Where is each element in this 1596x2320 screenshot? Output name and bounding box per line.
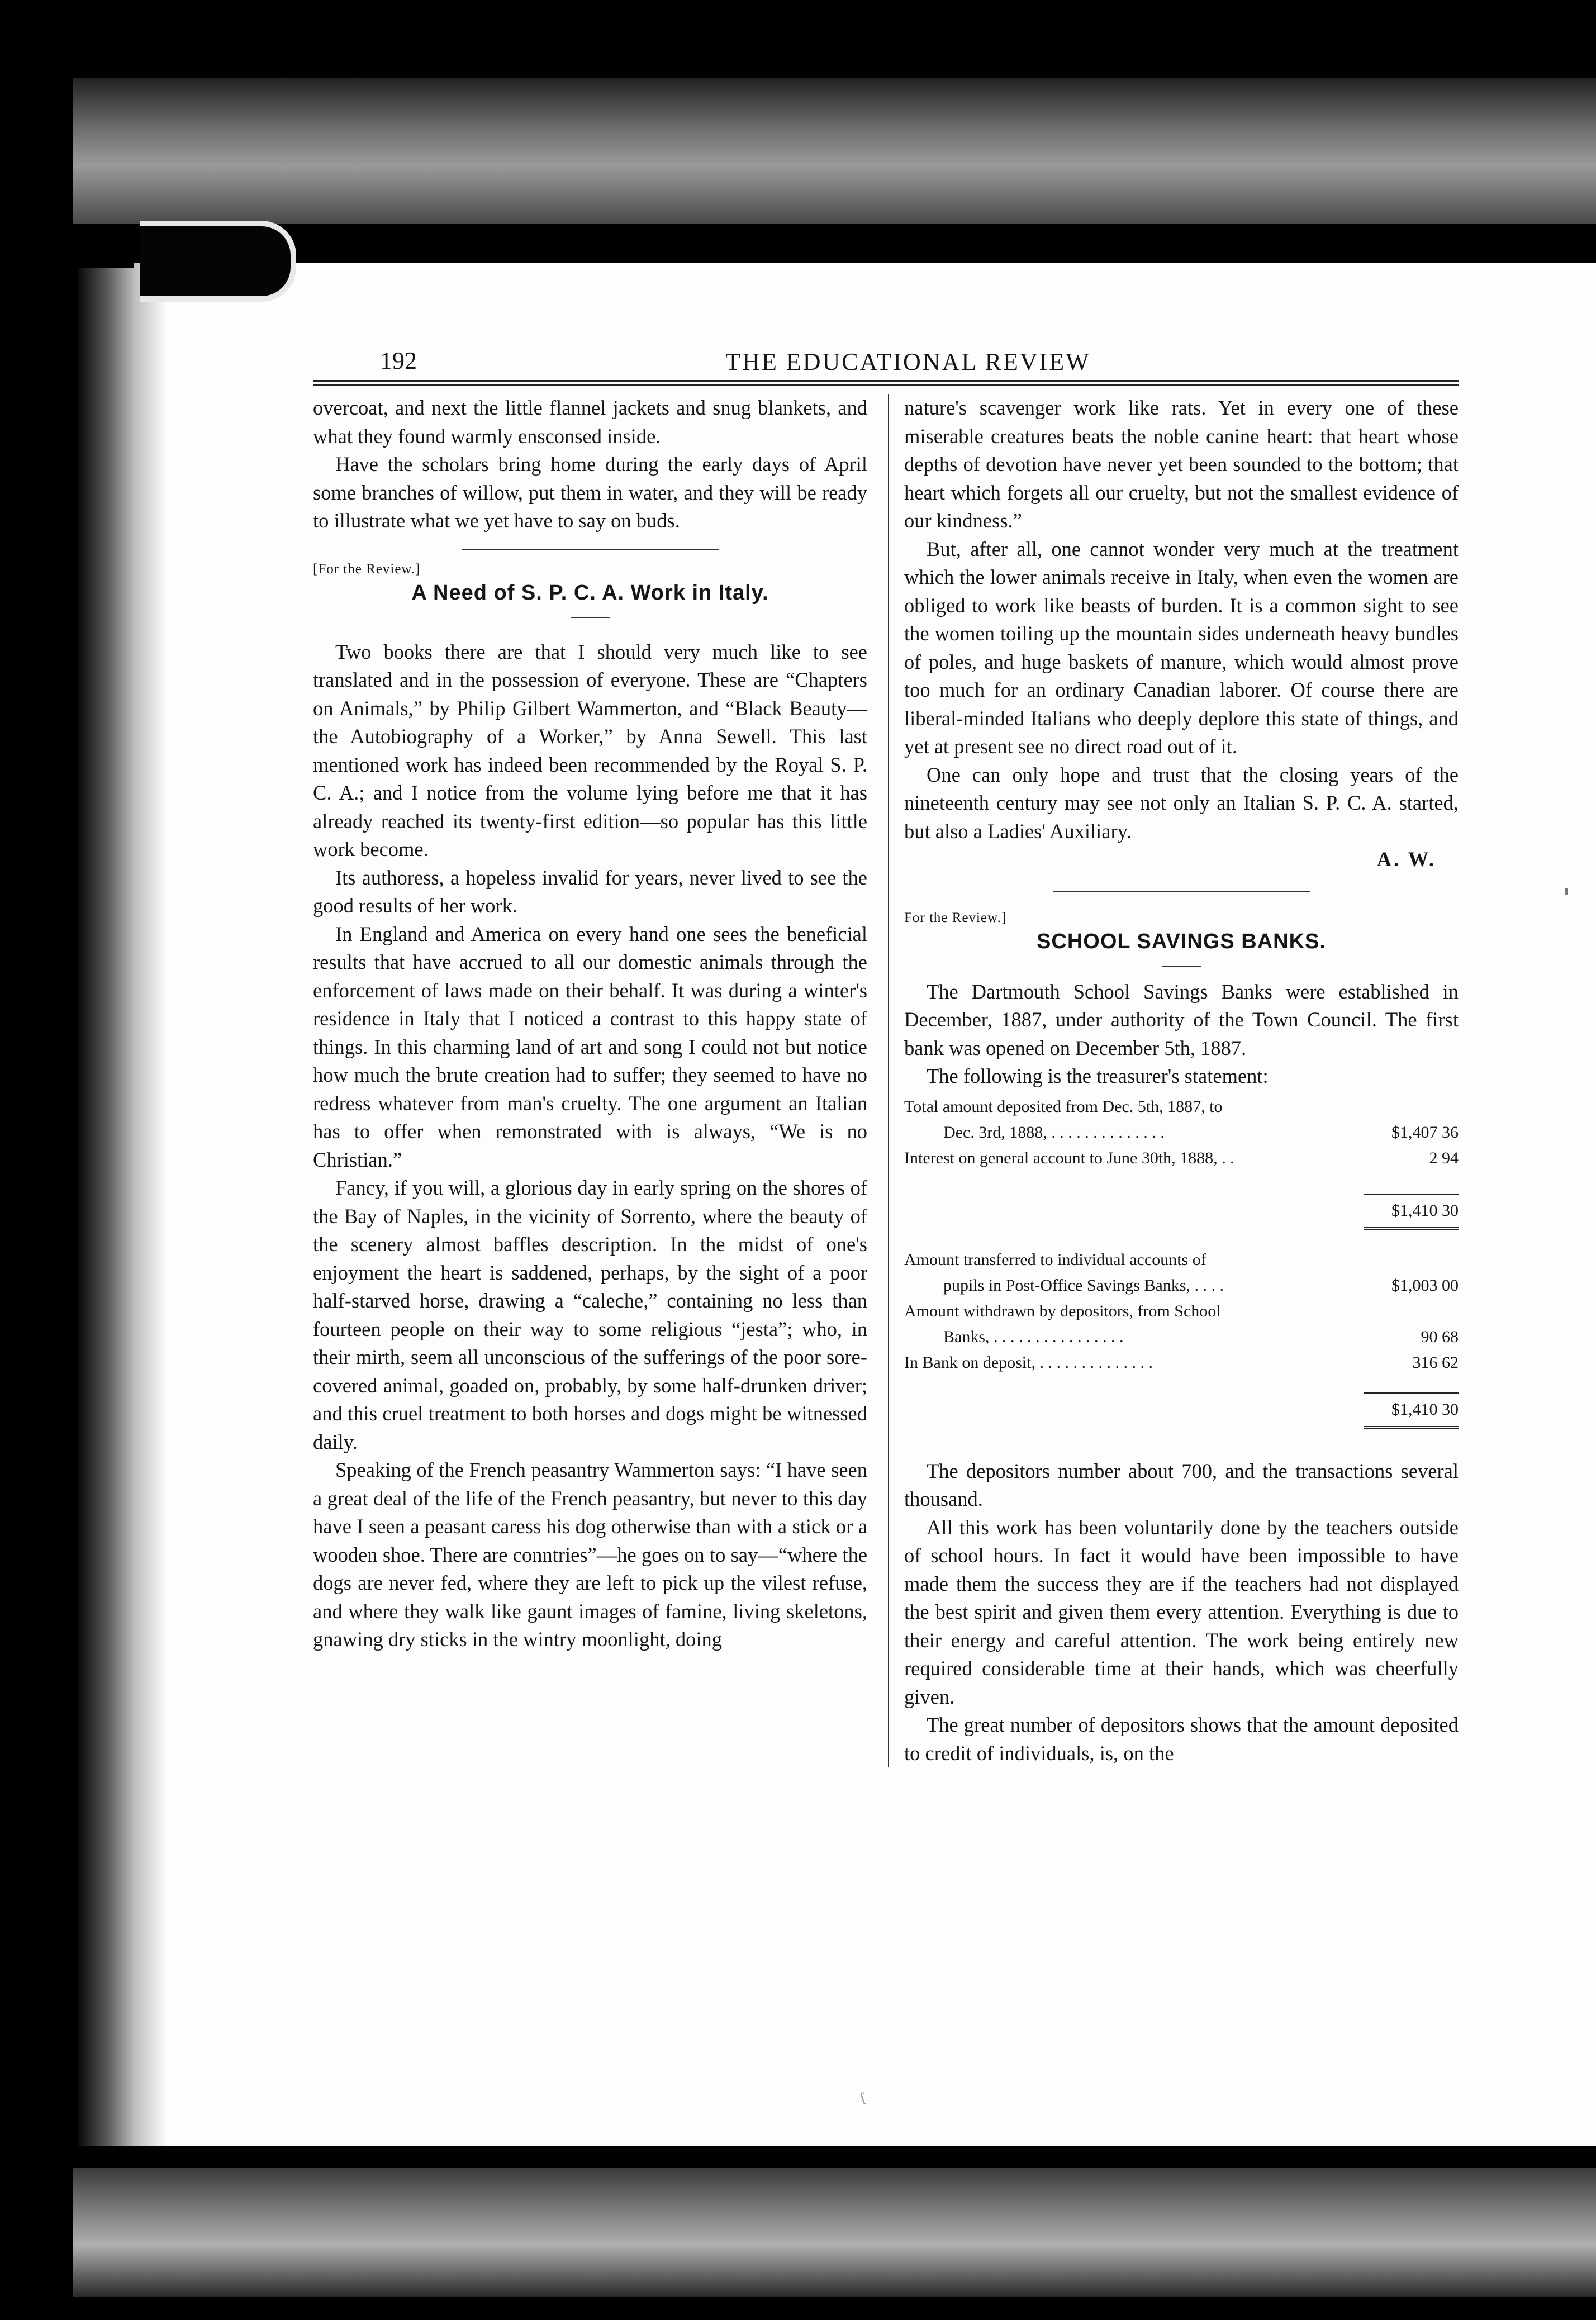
page-edge: [78, 268, 140, 2146]
statement-amount: 316 62: [1412, 1353, 1459, 1372]
statement-label: Amount withdrawn by depositors, from School: [904, 1301, 1221, 1320]
statement-row: [904, 1094, 1459, 1120]
statement-row: [904, 1299, 1459, 1324]
statement-label: Banks, . . . . . . . . . . . . . . . .: [943, 1327, 1124, 1346]
title-rule: [1162, 966, 1201, 967]
paragraph: Fancy, if you will, a glorious day in early spring on the shores of the Bay of Naples, in the vicinity of Sorrento, where the beauty of the scenery almost baffles description. In the midst of one's enjoyment the heart is saddened, perhaps, by the sight of a poor half-starved horse, drawing a “caleche,” containing no less than fourteen people on their way to some religious “jesta”; who, in their mirth, seem all unconscious of the sufferings of the poor sore-covered animal, goaded on, probably, by some half-drunken driver; and this cruel treatment to both horses and dogs might be witnessed daily.: [313, 1176, 868, 1453]
statement-amount: [1364, 1094, 1459, 1120]
binder-clip: [140, 221, 296, 302]
statement-row: [904, 1120, 1459, 1145]
statement-total: $1,410 30: [1364, 1194, 1459, 1230]
statement-total-row: [904, 1392, 1459, 1429]
scan-band-top: [73, 78, 1596, 224]
statement-total-row: [904, 1194, 1459, 1230]
paragraph: In England and America on every hand one sees the beneficial results that have accrued to all our domestic animals through the enforcement of laws made on their behalf. It was during a winter's residence in Italy that I noticed a contrast to this happy state of things. In this charming land of art and song I could not but notice how much the brute creation had to suffer; they seemed to have no redress whatever from man's cruelty. The one argument an Italian has to offer when remonstrated with is always, “We is no Christian.”: [313, 922, 868, 1171]
paragraph: Two books there are that I should very much like to see translated and in the possession of everyone. These are “Chapters on Animals,” by Philip Gilbert Wammerton, and “Black Beauty—the Autobiography of a Worker,” by Anna Sewell. This last mentioned work has indeed been recommended by the Royal S. P. C. A.; and I notice from the volume lying before me that it has already reached its twenty-first edition—so popular has this little work become.: [313, 640, 868, 861]
statement-label: Dec. 3rd, 1888, . . . . . . . . . . . . . .: [943, 1123, 1165, 1142]
statement-row: [904, 1324, 1459, 1350]
page-content: [313, 341, 1459, 2095]
statement-label: Total amount deposited from Dec. 5th, 1887, to: [904, 1097, 1223, 1116]
section-divider: [1053, 891, 1310, 892]
for-review-credit: [For the Review.]: [313, 561, 421, 577]
running-head: [313, 341, 1459, 380]
statement-amount: [1364, 1299, 1459, 1324]
statement-label: Interest on general account to June 30th, 1888, . .: [904, 1148, 1234, 1167]
paragraph: Speaking of the French peasantry Wammerton says: “I have seen a great deal of the life of the French peasantry, but never to this day have I seen a peasant caress his dog otherwise than with a stick or a wooden shoe. There are conntries”—he goes on to say—“where the dogs are never fed, where they are left to pick up the vilest refuse, and where they walk like gaunt images of famine, living skeletons, gnawing dry sticks in the wintry moonlight, doing: [313, 1458, 868, 1651]
paragraph: The Dartmouth School Savings Banks were established in December, 1887, under authority of the Town Council. The first bank was opened on December 5th, 1887.: [904, 980, 1459, 1059]
statement-amount: 2 94: [1429, 1148, 1459, 1167]
two-column-body: [313, 394, 1459, 1767]
statement-amount: [1364, 1247, 1459, 1273]
paragraph: Its authoress, a hopeless invalid for years, never lived to see the good results of her work.: [313, 866, 868, 917]
paragraph: Have the scholars bring home during the early days of April some branches of willow, put them in water, and they will be ready to illustrate what we yet have to say on buds.: [313, 453, 868, 532]
statement-total: $1,410 30: [1364, 1392, 1459, 1429]
left-column: [313, 394, 881, 1767]
statement-amount: $1,407 36: [1391, 1123, 1459, 1142]
margin-speck: [1565, 888, 1568, 895]
statement-row: [904, 1145, 1459, 1171]
treasurer-statement: [904, 1094, 1459, 1429]
section-divider: [462, 549, 719, 550]
article-title: SCHOOL SAVINGS BANKS.: [1037, 929, 1326, 953]
page-number: 192: [380, 347, 417, 374]
statement-label: Amount transferred to individual accounts of: [904, 1250, 1206, 1269]
statement-row: [904, 1273, 1459, 1299]
paragraph: overcoat, and next the little flannel jackets and snug blankets, and what they found warmly ensconsed inside.: [313, 396, 868, 448]
for-review-credit: For the Review.]: [904, 910, 1007, 925]
statement-label: In Bank on deposit, . . . . . . . . . . . . . .: [904, 1353, 1153, 1372]
paragraph: The following is the treasurer's statement:: [927, 1064, 1269, 1087]
paragraph: One can only hope and trust that the closing years of the nineteenth century may see not only an Italian S. P. C. A. started, but also a Ladies' Auxiliary.: [904, 763, 1459, 843]
title-rule: [571, 617, 610, 618]
statement-amount: $1,003 00: [1391, 1276, 1459, 1295]
paragraph: But, after all, one cannot wonder very much at the treatment which the lower animals receive in Italy, when even the women are obliged to work like beasts of burden. It is a common sight to see the women toiling up the mountain sides underneath heavy bundles of poles, and huge baskets of manure, which would almost prove too much for an ordinary Canadian laborer. Of course there are liberal-minded Italians who deeply deplore this state of things, and yet at present see no direct road out of it.: [904, 537, 1459, 758]
statement-amount: 90 68: [1421, 1327, 1459, 1346]
paragraph: The depositors number about 700, and the transactions several thousand.: [904, 1459, 1459, 1510]
scan-band-bottom: [73, 2168, 1596, 2297]
column-divider: [888, 394, 889, 1767]
paragraph: All this work has been voluntarily done by the teachers outside of school hours. In fact it would have been impossible to have made them the success they are if the teachers had not displayed the best spirit and given them every attention. Everything is due to their energy and careful attention. The work being entirely new required considerable time at their hands, which was cheerfully given.: [904, 1515, 1459, 1708]
author-signature: A. W.: [1376, 848, 1437, 871]
paragraph: The great number of depositors shows that the amount deposited to credit of individuals, is, on the: [904, 1713, 1459, 1765]
paragraph: nature's scavenger work like rats. Yet in every one of these miserable creatures beats the noble canine heart: that heart whose depths of devotion have never yet been sounded to the bottom; that heart which forgets all our cruelty, but not the smallest evidence of our kindness.”: [904, 396, 1459, 532]
pencil-mark: ſ: [857, 2089, 868, 2109]
statement-row: [904, 1247, 1459, 1273]
paper-shadow: [134, 263, 168, 2146]
journal-title: THE EDUCATIONAL REVIEW: [725, 348, 1091, 375]
article-title: A Need of S. P. C. A. Work in Italy.: [411, 581, 769, 605]
statement-label: pupils in Post-Office Savings Banks, . . . .: [943, 1276, 1224, 1295]
header-rule: [313, 380, 1459, 386]
right-column: [896, 394, 1459, 1767]
statement-row: [904, 1350, 1459, 1376]
